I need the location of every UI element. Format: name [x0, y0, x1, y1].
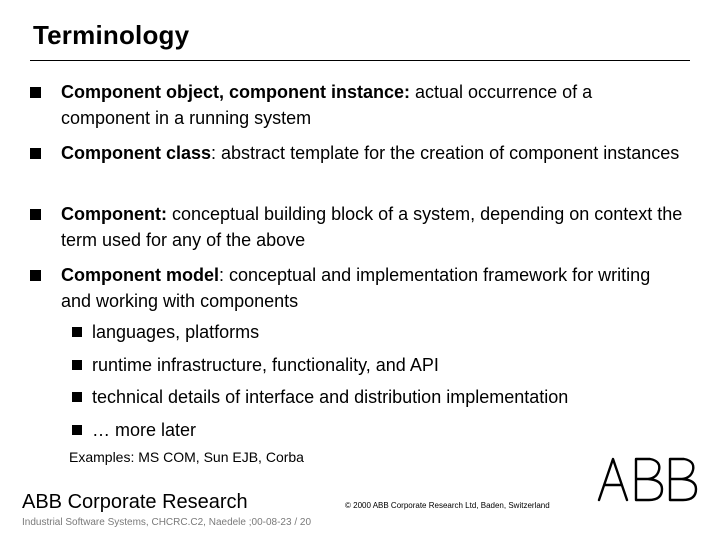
subbullet-square-icon: [72, 425, 82, 435]
subbullet-item: [72, 385, 568, 409]
footer-meta: Industrial Software Systems, CHCRC.C2, Naedele ;00-08-23 / 20: [22, 517, 312, 528]
title-divider: [30, 60, 690, 61]
slide-title: Terminology: [33, 20, 190, 50]
subbullet-text: … more later: [92, 420, 197, 440]
footer-org: ABB Corporate Research: [22, 491, 248, 513]
examples-note: Examples: MS COM, Sun EJB, Corba: [69, 449, 304, 465]
bullet-term: Component:: [61, 204, 167, 224]
bullet-term: Component object, component instance:: [61, 82, 411, 102]
bullet-term: Component model: [61, 265, 219, 285]
subbullet-square-icon: [72, 360, 82, 370]
bullet-square-icon: [30, 270, 41, 281]
subbullet-item: [72, 353, 439, 377]
subbullet-square-icon: [72, 327, 82, 337]
subbullet-text: runtime infrastructure, functionality, and API: [92, 355, 439, 375]
bullet-description: : conceptual and implementation framework for writing and working with components: [61, 265, 651, 311]
bullet-component-object: [30, 79, 685, 131]
footer-copyright: © 2000 ABB Corporate Research Ltd, Baden, Switzerland: [345, 501, 550, 510]
bullet-square-icon: [30, 148, 41, 159]
subbullet-item: [72, 320, 259, 344]
subbullet-square-icon: [72, 392, 82, 402]
subbullet-text: technical details of interface and distribution implementation: [92, 387, 569, 407]
bullet-term: Component class: [61, 143, 212, 163]
bullet-description: conceptual building block of a system, depending on context the term used for any of the above: [61, 204, 683, 250]
bullet-description: : abstract template for the creation of component instances: [211, 143, 680, 163]
subbullet-text: languages, platforms: [92, 322, 260, 342]
bullet-square-icon: [30, 87, 41, 98]
subbullet-item: [72, 418, 196, 442]
bullet-square-icon: [30, 209, 41, 220]
bullet-component: [30, 201, 685, 253]
abb-logo-icon: [596, 455, 702, 503]
bullet-component-class: [30, 140, 685, 166]
bullet-component-model: [30, 262, 685, 314]
bullet-description: actual occurrence of a component in a running system: [61, 82, 593, 128]
